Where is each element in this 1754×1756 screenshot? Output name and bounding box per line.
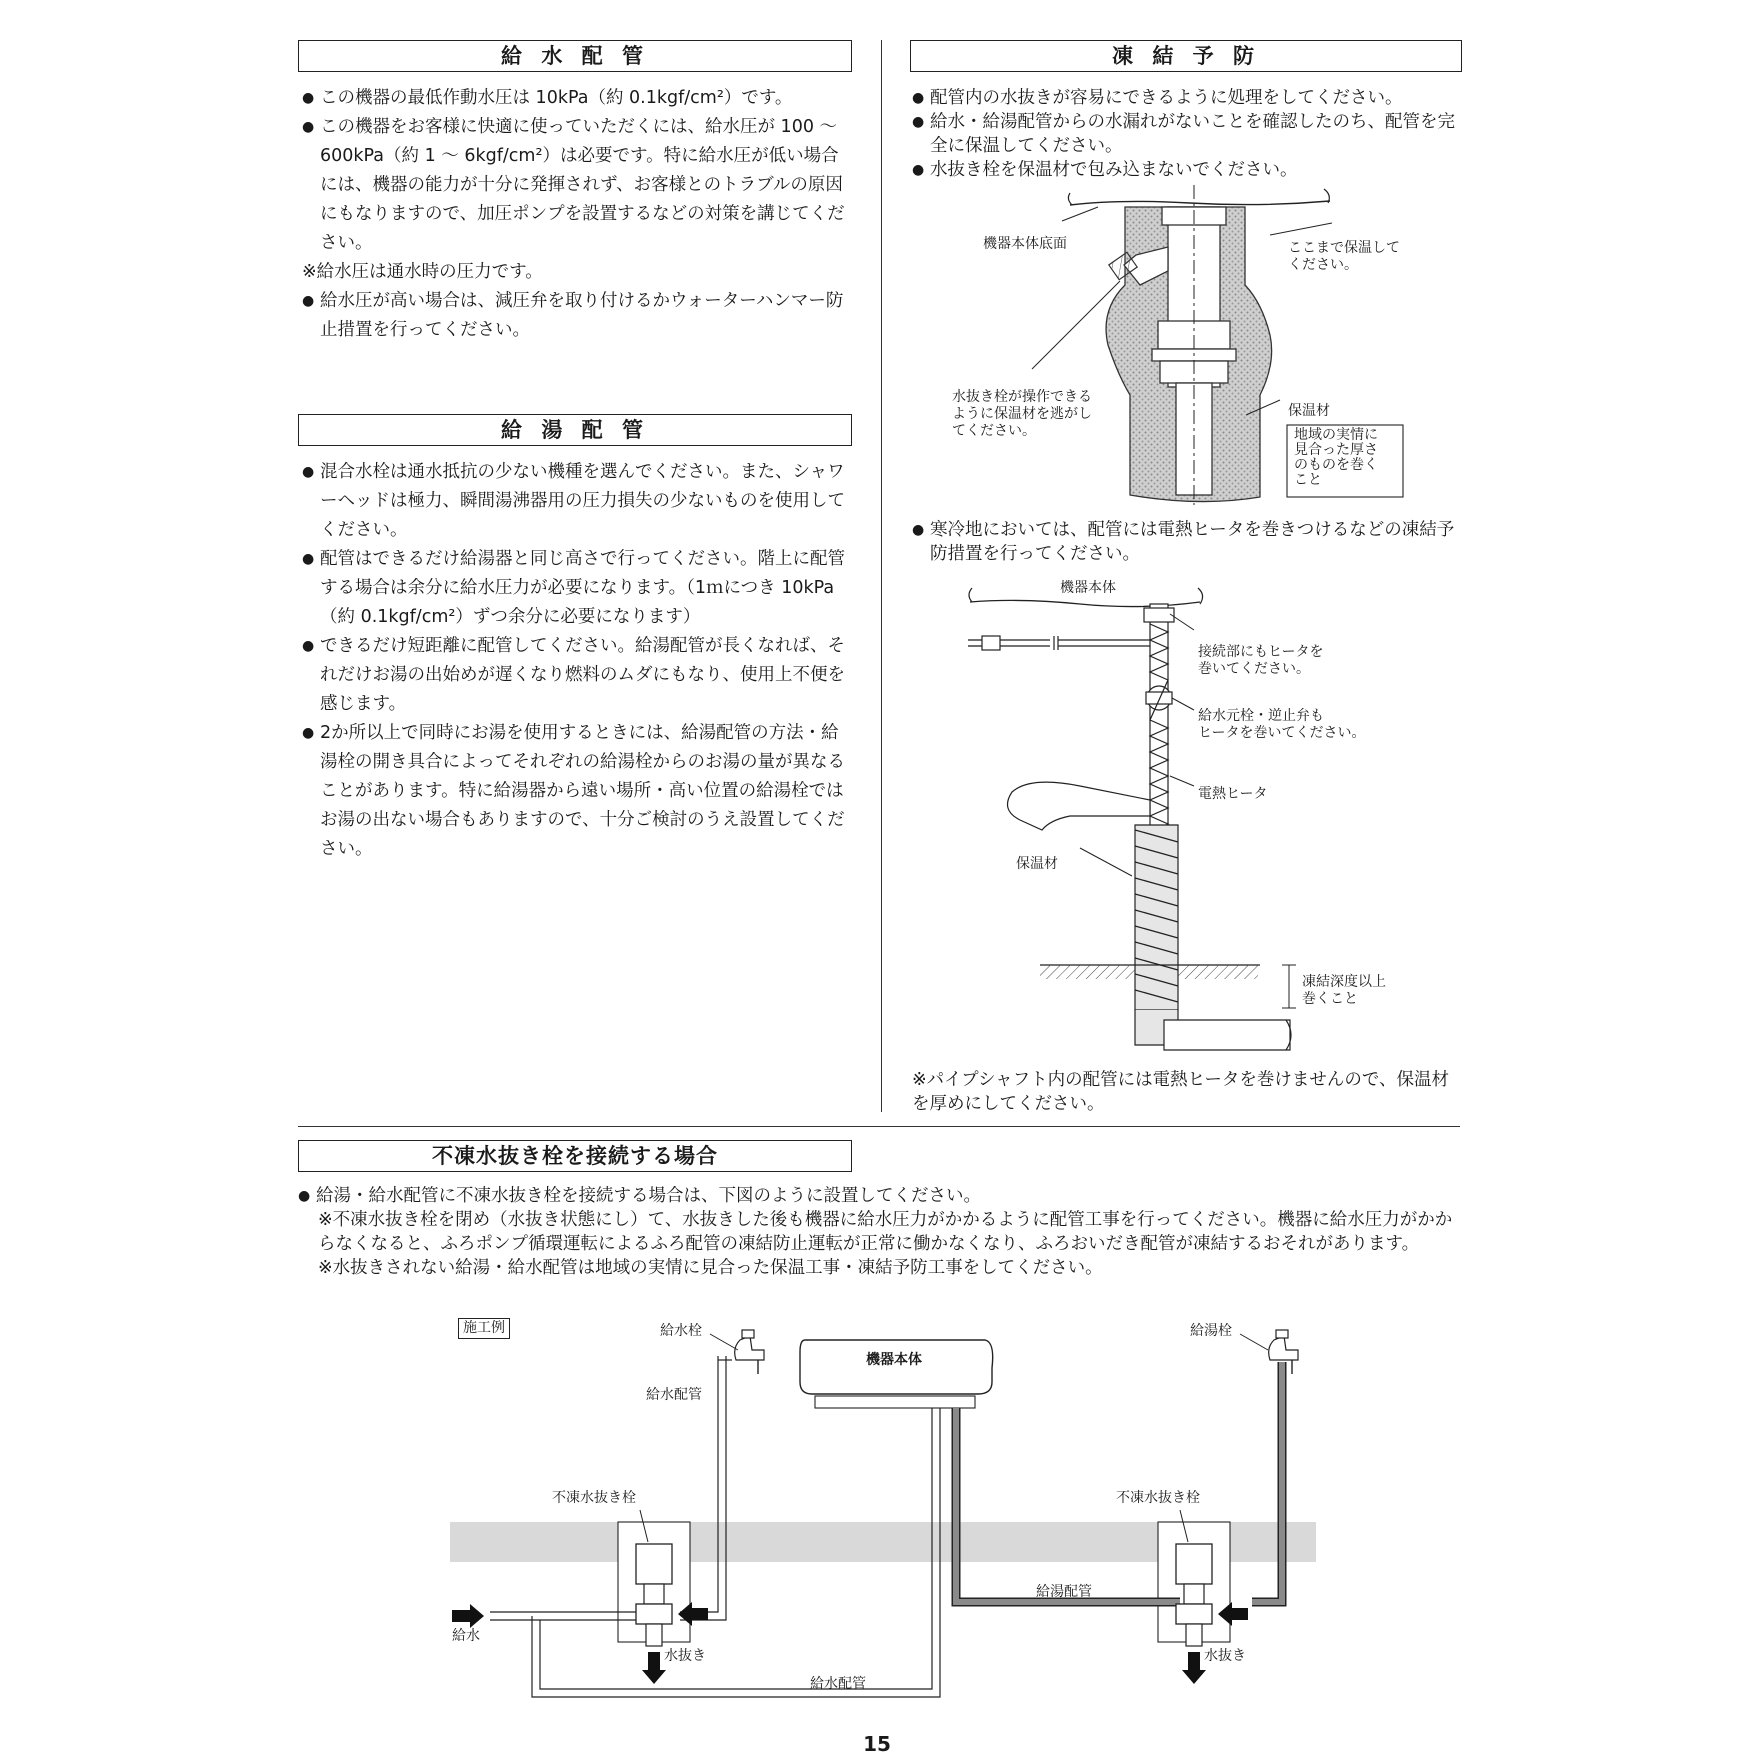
antifreeze-title: 不凍水抜き栓を接続する場合 — [298, 1140, 852, 1172]
page-number: 15 — [863, 1732, 891, 1756]
label-cold-tap: 給水栓 — [660, 1323, 702, 1339]
label-insulation-2: 保温材 — [1016, 856, 1058, 872]
label-drain-right: 水抜き — [1204, 1648, 1246, 1664]
label-hot-tap: 給湯栓 — [1190, 1323, 1232, 1339]
label-valve-heater: 給水元栓・逆止弁も ヒータを巻いてください。 — [1198, 708, 1366, 741]
freeze-bullet-2: ● 給水・給湯配管からの水漏れがないことを確認したのち、配管を完全に保温してください。 — [912, 110, 1464, 158]
hot-water-bullet-4: ● 2か所以上で同時にお湯を使用するときには、給湯配管の方法・給湯栓の開き具合によってそれぞれの給湯栓からのお湯の量が異なることがあります。特に給湯器から遠い場所・高い位置の給湯栓ではお湯の出ない場合もありますので、十分ご検討のうえ設置してください。 — [302, 719, 854, 864]
hot-water-title: 給 湯 配 管 — [298, 414, 852, 446]
hot-water-body — [302, 458, 854, 864]
label-drain-left: 水抜き — [664, 1648, 706, 1664]
water-supply-bullet-1: ● この機器の最低作動水圧は 10kPa（約 0.1kgf/cm²）です。 — [302, 84, 854, 113]
antifreeze-bullet-1: ● 給湯・給水配管に不凍水抜き栓を接続する場合は、下図のように設置してください。 — [298, 1184, 1468, 1208]
freeze-note — [912, 1068, 1464, 1116]
section-divider — [298, 1126, 1460, 1127]
label-hot-pipe: 給湯配管 — [1036, 1584, 1092, 1600]
label-supply: 給水 — [452, 1628, 480, 1644]
water-supply-body — [302, 84, 854, 345]
antifreeze-note-2: ※水抜きされない給湯・給水配管は地域の実情に見合った保温工事・凍結予防工事をしてください。 — [318, 1258, 1103, 1278]
label-insulation-thickness: 地域の実情に 見合った厚さ のものを巻く こと — [1294, 427, 1378, 488]
label-cold-pipe-bottom: 給水配管 — [810, 1676, 866, 1692]
label-drain-plug-note: 水抜き栓が操作できる ように保温材を逃がし てください。 — [952, 389, 1092, 439]
freeze-title: 凍 結 予 防 — [910, 40, 1462, 72]
water-supply-bullet-2: ● この機器をお客様に快適に使っていただくには、給水圧が 100 ～ 600kPa（約 1 ～ 6kgf/cm²）は必要です。特に給水圧が低い場合には、機器の能力が十分に発揮されず、お客様とのトラブルの原因にもなりますので、加圧ポンプを設置するなどの対策を講じてください。 — [302, 113, 854, 258]
label-unit-body: 機器本体 — [866, 1352, 922, 1368]
water-supply-bullet-3: ● 給水圧が高い場合は、減圧弁を取り付けるかウォーターハンマー防止措置を行ってください。 — [302, 287, 854, 345]
water-supply-title: 給 水 配 管 — [298, 40, 852, 72]
column-divider — [881, 40, 882, 1112]
label-electric-heater: 電熱ヒータ — [1198, 786, 1268, 802]
label-unit: 機器本体 — [1060, 580, 1116, 596]
label-insulation: 保温材 — [1288, 403, 1330, 419]
label-cold-pipe: 給水配管 — [646, 1387, 702, 1403]
antifreeze-text — [298, 1184, 1468, 1280]
freeze-bullet-1: ● 配管内の水抜きが容易にできるように処理をしてください。 — [912, 86, 1464, 110]
label-antifreeze-valve-left: 不凍水抜き栓 — [552, 1490, 636, 1506]
hot-water-bullet-3: ● できるだけ短距離に配管してください。給湯配管が長くなれば、それだけお湯の出始めが遅くなり燃料のムダにもなり、使用上不便を感じます。 — [302, 632, 854, 719]
label-example: 施工例 — [458, 1318, 510, 1339]
label-joint-heater: 接続部にもヒータを 巻いてください。 — [1198, 644, 1324, 677]
installation-diagram — [440, 1312, 1320, 1712]
freeze-top-text — [912, 86, 1464, 182]
antifreeze-note-1: ※不凍水抜き栓を閉め（水抜き状態にし）て、水抜きした後も機器に給水圧力がかかるように配管工事を行ってください。機器に給水圧力がかからなくなると、ふろポンプ循環運転によるふろ配管の凍結防止運転が正常に働かなくなり、ふろおいだき配管が凍結するおそれがあります。 — [318, 1210, 1453, 1254]
insulation-diagram — [940, 185, 1460, 510]
freeze-mid-text — [912, 518, 1464, 566]
freeze-bullet-4: ● 寒冷地においては、配管には電熱ヒータを巻きつけるなどの凍結予防措置を行ってください。 — [912, 518, 1464, 566]
label-unit-bottom: 機器本体底面 — [983, 236, 1067, 252]
hot-water-bullet-1: ● 混合水栓は通水抵抗の少ない機種を選んでください。また、シャワーヘッドは極力、瞬間湯沸器用の圧力損失の少ないものを使用してください。 — [302, 458, 854, 545]
label-freeze-depth: 凍結深度以上 巻くこと — [1302, 974, 1386, 1007]
freeze-bullet-3: ● 水抜き栓を保温材で包み込まないでください。 — [912, 158, 1464, 182]
label-insulate-here: ここまで保温して ください。 — [1288, 240, 1400, 273]
hot-water-bullet-2: ● 配管はできるだけ給湯器と同じ高さで行ってください。階上に配管する場合は余分に給水圧力が必要になります。（1ｍにつき 10kPa（約 0.1kgf/cm²）ずつ余分に必要になります） — [302, 545, 854, 632]
water-supply-note: ※給水圧は通水時の圧力です。 — [302, 262, 543, 282]
label-antifreeze-valve-right: 不凍水抜き栓 — [1116, 1490, 1200, 1506]
freeze-note-text: ※パイプシャフト内の配管には電熱ヒータを巻けませんので、保温材を厚めにしてください。 — [912, 1070, 1450, 1114]
